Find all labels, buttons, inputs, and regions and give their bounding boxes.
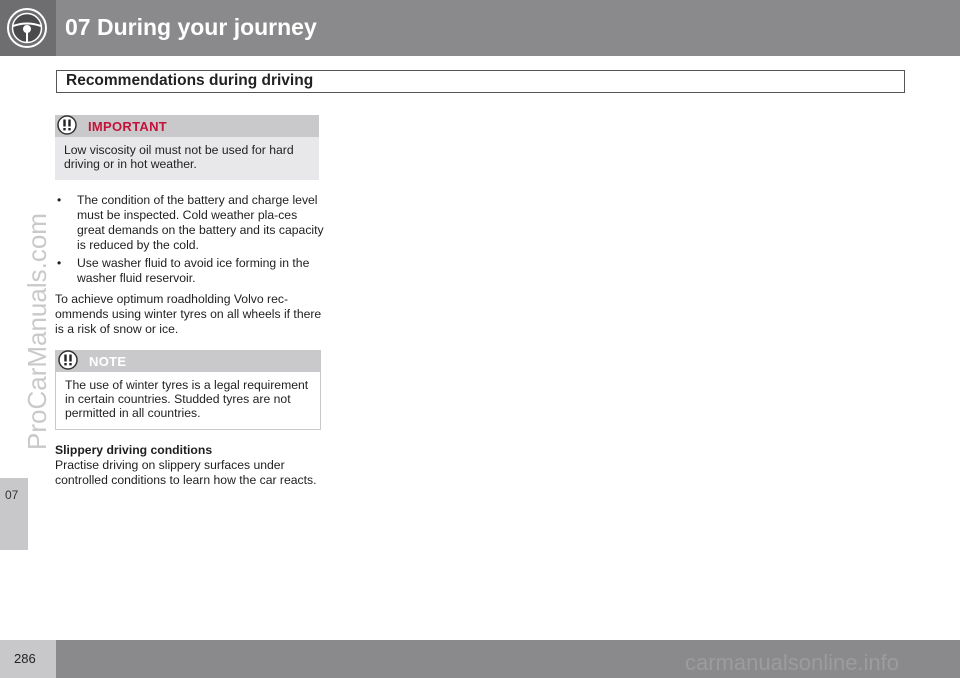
note-label: NOTE <box>89 354 127 369</box>
chapter-title: 07 During your journey <box>65 14 317 40</box>
note-callout-header <box>56 350 320 372</box>
note-text: The use of winter tyres is a legal requirement in certain countries. Studded tyres are not permitted in all countries. <box>65 378 309 420</box>
slippery-section <box>55 443 325 488</box>
note-callout <box>55 350 321 430</box>
important-callout <box>55 115 319 180</box>
section-heading-box <box>56 70 905 93</box>
page-number: 286 <box>14 651 36 666</box>
exclamation-icon <box>56 114 78 136</box>
important-text: Low viscosity oil must not be used for hard driving or in hot weather. <box>64 143 294 171</box>
bullet-list <box>55 193 325 289</box>
winter-tyres-paragraph: To achieve optimum roadholding Volvo rec-ommends using winter tyres on all wheels if there is a risk of snow or ice. <box>55 292 322 336</box>
bullet-text: The condition of the battery and charge level must be inspected. Cold weather pla-ces great demands on the battery and its capacity is reduced by the cold. <box>77 193 324 252</box>
slippery-heading: Slippery driving conditions <box>55 443 213 457</box>
steering-wheel-icon <box>5 6 49 50</box>
header-icon-box <box>0 0 56 56</box>
exclamation-icon <box>57 349 79 371</box>
list-item <box>55 193 325 253</box>
list-item <box>55 256 325 286</box>
section-title: Recommendations during driving <box>66 72 314 89</box>
bullet-dot: • <box>57 193 62 207</box>
chapter-number: 07 <box>5 488 19 502</box>
side-watermark: ProCarManuals.com <box>22 213 52 450</box>
important-callout-header <box>55 115 319 137</box>
bullet-dot: • <box>57 256 62 270</box>
important-label: IMPORTANT <box>88 119 168 134</box>
bullet-text: Use washer fluid to avoid ice forming in the washer fluid reservoir. <box>77 256 310 285</box>
slippery-text: Practise driving on slippery surfaces under controlled conditions to learn how the car reacts. <box>55 458 317 487</box>
footer-watermark: carmanualsonline.info <box>685 650 900 675</box>
